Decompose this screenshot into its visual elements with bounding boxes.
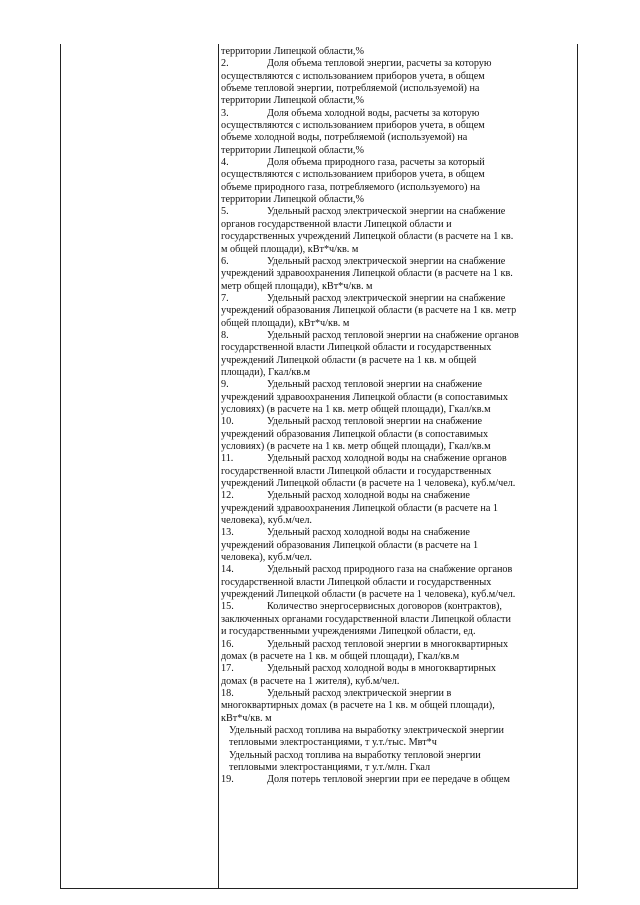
indicator-text: территории Липецкой области,% bbox=[221, 194, 364, 206]
indicator-number: 14. bbox=[221, 564, 234, 576]
indicator-text: объеме холодной воды, потребляемой (используемой) на bbox=[221, 132, 468, 144]
indicator-line bbox=[221, 713, 573, 725]
indicator-line bbox=[221, 478, 573, 490]
indicator-text: человека), куб.м/чел. bbox=[221, 552, 312, 564]
indicator-text: Удельный расход тепловой энергии в многоквартирных bbox=[267, 638, 509, 650]
indicator-text: учреждений образования Липецкой области (в сопоставимых bbox=[221, 428, 489, 440]
indicator-line bbox=[221, 71, 573, 83]
indicator-line bbox=[221, 281, 573, 293]
indicator-line bbox=[221, 651, 573, 663]
indicator-text: Удельный расход электрической энергии на снабжение bbox=[267, 255, 506, 267]
indicator-list-cell bbox=[221, 46, 573, 787]
indicator-number: 10. bbox=[221, 416, 234, 428]
indicator-text: Количество энергосервисных договоров (контрактов), bbox=[267, 601, 502, 613]
indicator-line bbox=[221, 182, 573, 194]
indicator-text: Удельный расход тепловой энергии на снабжение bbox=[267, 416, 483, 428]
indicator-line bbox=[221, 58, 573, 70]
indicator-number: 3. bbox=[221, 107, 229, 119]
indicator-text: Доля объема природного газа, расчеты за который bbox=[267, 157, 485, 169]
indicator-number: 12. bbox=[221, 490, 234, 502]
indicator-text: объеме тепловой энергии, потребляемой (используемой) на bbox=[221, 83, 480, 95]
indicator-item bbox=[221, 330, 573, 379]
indicator-text: государственной власти Липецкой области и государственных bbox=[221, 465, 492, 477]
indicator-line bbox=[221, 700, 573, 712]
indicator-line bbox=[221, 416, 573, 428]
indicator-text: заключенных органами государственной власти Липецкой области bbox=[221, 613, 511, 625]
indicator-item bbox=[221, 564, 573, 601]
indicator-line bbox=[221, 219, 573, 231]
indicator-number: 4. bbox=[221, 157, 229, 169]
indicator-text: Удельный расход холодной воды в многоквартирных bbox=[267, 663, 497, 675]
indicator-line bbox=[221, 577, 573, 589]
indicator-line bbox=[221, 194, 573, 206]
indicator-number: 8. bbox=[221, 329, 229, 341]
indicator-number: 11. bbox=[221, 453, 234, 465]
indicator-text: Удельный расход электрической энергии на снабжение bbox=[267, 206, 506, 218]
indicator-number: 2. bbox=[221, 58, 229, 70]
indicator-item bbox=[221, 46, 573, 58]
indicator-line bbox=[221, 639, 573, 651]
indicator-line bbox=[221, 737, 573, 749]
indicator-text: и государственными учреждениями Липецкой области, ед. bbox=[221, 626, 476, 638]
indicator-line bbox=[221, 108, 573, 120]
indicator-line bbox=[221, 750, 573, 762]
indicator-item bbox=[221, 58, 573, 107]
indicator-text: м общей площади), кВт*ч/кв. м bbox=[221, 243, 359, 255]
indicator-text: Доля потерь тепловой энергии при ее передаче в общем bbox=[267, 774, 510, 786]
indicator-line bbox=[221, 206, 573, 218]
indicator-text: государственной власти Липецкой области и государственных bbox=[221, 342, 492, 354]
indicator-line bbox=[221, 95, 573, 107]
indicator-text: учреждений Липецкой области (в расчете на 1 человека), куб.м/чел. bbox=[221, 589, 516, 601]
indicator-text: осуществляются с использованием приборов учета, в общем bbox=[221, 120, 485, 132]
indicator-text: учреждений образования Липецкой области (в расчете на 1 bbox=[221, 539, 479, 551]
indicator-text: тепловыми электростанциями, т у.т./млн. Гкал bbox=[229, 761, 431, 773]
indicator-line bbox=[221, 330, 573, 342]
indicator-text: домах (в расчете на 1 жителя), куб.м/чел. bbox=[221, 675, 400, 687]
indicator-number: 13. bbox=[221, 527, 234, 539]
indicator-line bbox=[221, 244, 573, 256]
indicator-text: учреждений Липецкой области (в расчете на 1 человека), куб.м/чел. bbox=[221, 478, 516, 490]
indicator-text: Удельный расход холодной воды на снабжение bbox=[267, 527, 470, 539]
indicator-text: территории Липецкой области,% bbox=[221, 144, 364, 156]
indicator-item bbox=[221, 601, 573, 638]
indicator-text: осуществляются с использованием приборов учета, в общем bbox=[221, 70, 485, 82]
indicator-line bbox=[221, 725, 573, 737]
indicator-line bbox=[221, 503, 573, 515]
indicator-line bbox=[221, 157, 573, 169]
indicator-line bbox=[221, 392, 573, 404]
indicator-line bbox=[221, 367, 573, 379]
indicator-line bbox=[221, 490, 573, 502]
indicator-text: Удельный расход тепловой энергии на снабжение bbox=[267, 379, 483, 391]
indicator-text: кВт*ч/кв. м bbox=[221, 712, 272, 724]
indicator-text: метр общей площади), кВт*ч/кв. м bbox=[221, 280, 373, 292]
indicator-text: человека), куб.м/чел. bbox=[221, 515, 312, 527]
indicator-item bbox=[221, 379, 573, 416]
indicator-line bbox=[221, 318, 573, 330]
indicator-number: 18. bbox=[221, 687, 234, 699]
indicator-text: государственных учреждений Липецкой области (в расчете на 1 кв. bbox=[221, 231, 514, 243]
indicator-item bbox=[221, 750, 573, 775]
indicator-text: осуществляются с использованием приборов учета, в общем bbox=[221, 169, 485, 181]
indicator-text: учреждений здравоохранения Липецкой области (в сопоставимых bbox=[221, 391, 508, 403]
indicator-text: Удельный расход топлива на выработку электрической энергии bbox=[229, 724, 504, 736]
indicator-item bbox=[221, 293, 573, 330]
indicator-text: территории Липецкой области,% bbox=[221, 95, 364, 107]
indicator-item bbox=[221, 639, 573, 664]
indicator-item bbox=[221, 108, 573, 157]
indicator-item bbox=[221, 688, 573, 725]
indicator-item bbox=[221, 416, 573, 453]
indicator-text: Удельный расход электрической энергии в bbox=[267, 687, 452, 699]
indicator-line bbox=[221, 601, 573, 613]
indicator-item bbox=[221, 725, 573, 750]
indicator-line bbox=[221, 527, 573, 539]
indicator-number: 7. bbox=[221, 292, 229, 304]
indicator-line bbox=[221, 676, 573, 688]
indicator-line bbox=[221, 293, 573, 305]
indicator-line bbox=[221, 169, 573, 181]
indicator-text: многоквартирных домах (в расчете на 1 кв. м общей площади), bbox=[221, 700, 495, 712]
indicator-line bbox=[221, 626, 573, 638]
indicator-item bbox=[221, 527, 573, 564]
indicator-line bbox=[221, 540, 573, 552]
indicator-line bbox=[221, 564, 573, 576]
indicator-line bbox=[221, 305, 573, 317]
indicator-number: 5. bbox=[221, 206, 229, 218]
indicator-text: тепловыми электростанциями, т у.т./тыс. Мвт*ч bbox=[229, 737, 437, 749]
indicator-text: объеме природного газа, потребляемого (используемого) на bbox=[221, 181, 481, 193]
indicator-text: условиях) (в расчете на 1 кв. метр общей площади), Гкал/кв.м bbox=[221, 403, 491, 415]
indicator-text: учреждений здравоохранения Липецкой области (в расчете на 1 кв. bbox=[221, 268, 513, 280]
indicator-item bbox=[221, 453, 573, 490]
indicator-item bbox=[221, 663, 573, 688]
indicator-line bbox=[221, 441, 573, 453]
indicator-text: территории Липецкой области,% bbox=[221, 46, 364, 57]
indicator-number: 17. bbox=[221, 663, 234, 675]
indicator-text: органов государственной власти Липецкой области и bbox=[221, 218, 452, 230]
indicator-text: учреждений образования Липецкой области (в расчете на 1 кв. метр bbox=[221, 305, 517, 317]
indicator-line bbox=[221, 132, 573, 144]
column-divider bbox=[218, 44, 219, 888]
indicator-line bbox=[221, 453, 573, 465]
indicator-number: 9. bbox=[221, 379, 229, 391]
indicator-line bbox=[221, 589, 573, 601]
indicator-line bbox=[221, 663, 573, 675]
indicator-line bbox=[221, 256, 573, 268]
indicator-text: Удельный расход топлива на выработку тепловой энергии bbox=[229, 749, 481, 761]
indicator-text: государственной власти Липецкой области и государственных bbox=[221, 576, 492, 588]
indicator-text: условиях) (в расчете на 1 кв. метр общей площади), Гкал/кв.м bbox=[221, 441, 491, 452]
indicator-text: общей площади), кВт*ч/кв. м bbox=[221, 317, 350, 329]
indicator-text: учреждений Липецкой области (в расчете на 1 кв. м общей bbox=[221, 354, 477, 366]
indicator-line bbox=[221, 231, 573, 243]
indicator-line bbox=[221, 379, 573, 391]
indicator-line bbox=[221, 614, 573, 626]
indicator-item bbox=[221, 206, 573, 255]
indicator-text: домах (в расчете на 1 кв. м общей площади), Гкал/кв.м bbox=[221, 650, 460, 662]
indicator-line bbox=[221, 774, 573, 786]
indicator-item bbox=[221, 490, 573, 527]
indicator-number: 19. bbox=[221, 774, 234, 786]
indicator-text: Удельный расход холодной воды на снабжение органов bbox=[267, 453, 507, 465]
indicator-text: учреждений здравоохранения Липецкой области (в расчете на 1 bbox=[221, 502, 498, 514]
indicator-text: площади), Гкал/кв.м bbox=[221, 366, 311, 378]
indicator-text: Удельный расход электрической энергии на снабжение bbox=[267, 292, 506, 304]
indicator-text: Удельный расход природного газа на снабжение органов bbox=[267, 564, 513, 576]
indicator-number: 6. bbox=[221, 255, 229, 267]
indicator-line bbox=[221, 83, 573, 95]
indicator-line bbox=[221, 688, 573, 700]
indicator-line bbox=[221, 355, 573, 367]
indicator-item bbox=[221, 256, 573, 293]
indicator-line bbox=[221, 429, 573, 441]
indicator-number: 15. bbox=[221, 601, 234, 613]
indicator-item bbox=[221, 774, 573, 786]
indicator-text: Удельный расход тепловой энергии на снабжение органов bbox=[267, 329, 519, 341]
indicator-text: Удельный расход холодной воды на снабжение bbox=[267, 490, 470, 502]
indicator-text: Доля объема холодной воды, расчеты за которую bbox=[267, 107, 480, 119]
indicator-line bbox=[221, 552, 573, 564]
indicator-line bbox=[221, 466, 573, 478]
indicator-line bbox=[221, 342, 573, 354]
indicator-line bbox=[221, 120, 573, 132]
indicator-line bbox=[221, 268, 573, 280]
indicator-item bbox=[221, 157, 573, 206]
indicator-line bbox=[221, 515, 573, 527]
indicator-number: 16. bbox=[221, 638, 234, 650]
indicator-line bbox=[221, 145, 573, 157]
indicator-line bbox=[221, 46, 573, 58]
indicator-line bbox=[221, 404, 573, 416]
indicator-text: Доля объема тепловой энергии, расчеты за которую bbox=[267, 58, 492, 70]
indicator-line bbox=[221, 762, 573, 774]
